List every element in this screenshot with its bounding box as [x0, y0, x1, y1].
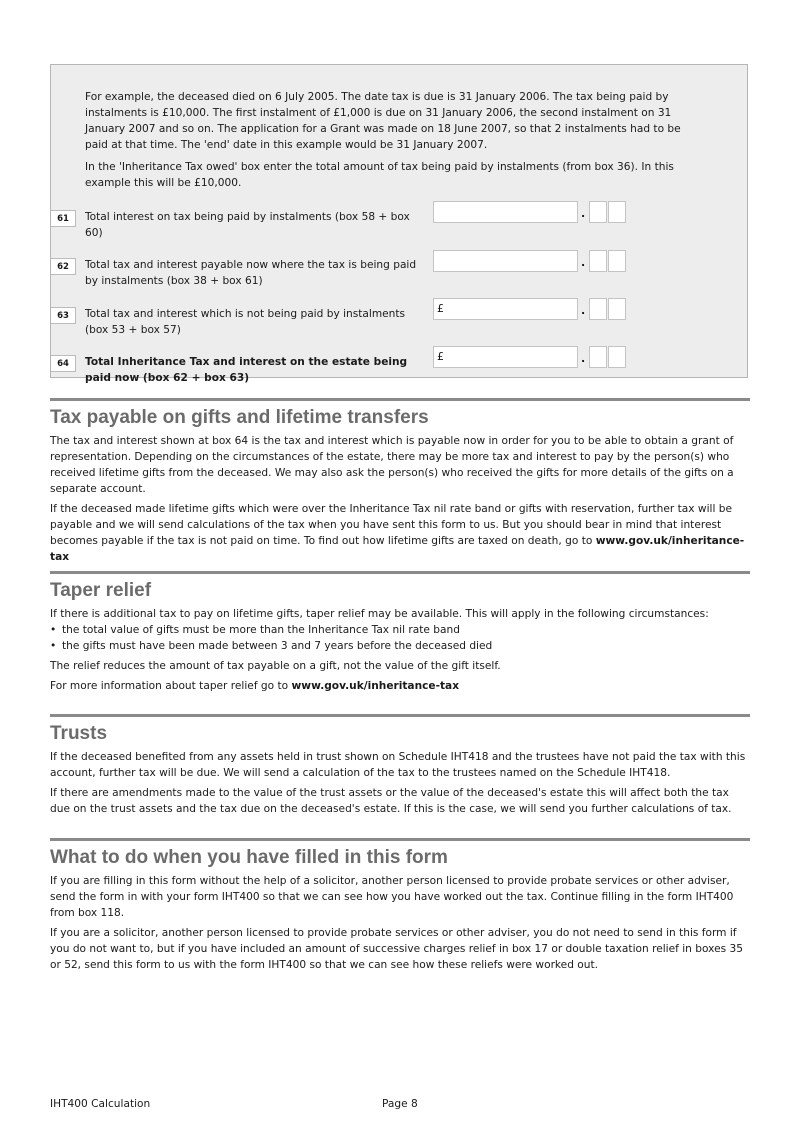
- section-rule: [50, 714, 750, 717]
- section-rule: [50, 838, 750, 841]
- decimal-point: .: [581, 207, 586, 220]
- trusts-paragraph-2: If there are amendments made to the value of the trust assets or the value of the deceased's estate this will affect both the tax due on the trust assets and the tax due on the deceased's estate. If this is the case, we will send you further calculations of tax.: [50, 787, 732, 815]
- taper-bullet: • the gifts must have been made between 3 and 7 years before the deceased died: [50, 638, 750, 654]
- gifts-paragraph-1: The tax and interest shown at box 64 is the tax and interest which is payable now in order for you to be able to obtain a grant of representation. Depending on the circumstances of the estate, there may be more tax and interest to pay by the person(s) who received lifetime gifts from the deceased. We may also ask the person(s) who received the gifts for more details of the gifts on a separate account.: [50, 435, 734, 495]
- box-61-amount-field[interactable]: [433, 201, 578, 223]
- box-61-pence-tens[interactable]: [589, 201, 607, 223]
- box-61-pence-units[interactable]: [608, 201, 626, 223]
- box-63-pence-units[interactable]: [608, 298, 626, 320]
- example-paragraph: For example, the deceased died on 6 July 2005. The date tax is due is 31 January 2006. The tax being paid by instalments is £10,000. The first instalment of £1,000 is due on 31 January 2006, the second instalment on 31 January 2007 and so on. The application for a Grant was made on 18 June 2007, so that 2 instalments had to be paid at that time. The 'end' date in this example would be 31 January 2007.: [85, 91, 681, 151]
- box-64-amount-field[interactable]: £: [433, 346, 578, 368]
- box-62-row: [51, 258, 749, 298]
- box-64-pence-units[interactable]: [608, 346, 626, 368]
- section-heading: Tax payable on gifts and lifetime transfers: [50, 407, 429, 428]
- taper-paragraph-1: If there is additional tax to pay on lifetime gifts, taper relief may be available. This will apply in the following circumstances:: [50, 608, 709, 620]
- decimal-point: .: [581, 304, 586, 317]
- taper-bullet: • the total value of gifts must be more than the Inheritance Tax nil rate band: [50, 622, 750, 638]
- trusts-section: [50, 714, 750, 821]
- box-number: 62: [51, 258, 76, 275]
- filled-section: [50, 838, 750, 977]
- filled-paragraph-2: If you are a solicitor, another person licensed to provide probate services or other adviser, you do not need to send in this form if you do not want to, but if you have included an amount of successive charges relief in box 17 or double taxation relief in boxes 35 or 52, send this form to us with the form IHT400 so that we can see how these reliefs were worked out.: [50, 927, 743, 971]
- section-rule: [50, 398, 750, 401]
- footer-page-number: Page 8: [382, 1098, 418, 1110]
- box-64-row: [51, 350, 749, 395]
- taper-section: [50, 571, 750, 698]
- taper-paragraph-3: For more information about taper relief go to www.gov.uk/inheritance-tax: [50, 680, 460, 692]
- box-64-pence-tens[interactable]: [589, 346, 607, 368]
- box-number: 61: [51, 210, 76, 227]
- section-heading: What to do when you have filled in this form: [50, 847, 448, 868]
- decimal-point: .: [581, 256, 586, 269]
- inheritance-tax-link[interactable]: www.gov.uk/inheritance-tax: [50, 535, 745, 563]
- gifts-section: [50, 398, 750, 569]
- box-61-row: [51, 207, 749, 250]
- inheritance-tax-link[interactable]: www.gov.uk/inheritance-tax: [291, 680, 460, 692]
- taper-paragraph-2: The relief reduces the amount of tax payable on a gift, not the value of the gift itself.: [50, 660, 501, 672]
- trusts-paragraph-1: If the deceased benefited from any assets held in trust shown on Schedule IHT418 and the trustees have not paid the tax with this account, further tax will be due. We will send a calculation of the tax to the trustees named on the Schedule IHT418.: [50, 751, 746, 779]
- box-label: Total tax and interest which is not being paid by instalments (box 53 + box 57): [85, 308, 406, 336]
- box-63-pence-tens[interactable]: [589, 298, 607, 320]
- box-62-amount-field[interactable]: [433, 250, 578, 272]
- box-number: 63: [51, 307, 76, 324]
- box-63-row: [51, 302, 749, 347]
- box-label: Total Inheritance Tax and interest on the estate being paid now (box 62 + box 63): [85, 356, 408, 384]
- box-62-pence-tens[interactable]: [589, 250, 607, 272]
- gifts-paragraph-2: If the deceased made lifetime gifts which were over the Inheritance Tax nil rate band or gifts with reservation, further tax will be payable and we will send calculations of the tax when you have sent this form to us. But you should bear in mind that interest becomes payable if the tax is not paid on time. To find out how lifetime gifts are taxed on death, go to www.gov.uk/inheritance-tax: [50, 503, 745, 563]
- section-heading: Taper relief: [50, 580, 152, 601]
- decimal-point: .: [581, 352, 586, 365]
- box-63-amount-field[interactable]: £: [433, 298, 578, 320]
- example-note: In the 'Inheritance Tax owed' box enter the total amount of tax being paid by instalments (from box 36). In this example this will be £10,000.: [85, 161, 674, 189]
- section-heading: Trusts: [50, 723, 108, 744]
- box-label: Total interest on tax being paid by instalments (box 58 + box 60): [85, 211, 410, 239]
- box-62-pence-units[interactable]: [608, 250, 626, 272]
- section-rule: [50, 571, 750, 574]
- filled-paragraph-1: If you are filling in this form without the help of a solicitor, another person licensed to provide probate services or other adviser, send the form in with your form IHT400 so that we can see how you have worked out the tax. Continue filling in the form IHT400 from box 118.: [50, 875, 734, 919]
- box-label: Total tax and interest payable now where the tax is being paid by instalments (box 38 + box 61): [85, 259, 417, 287]
- box-number: 64: [51, 355, 76, 372]
- calculation-panel: [50, 64, 748, 384]
- footer-form-name: IHT400 Calculation: [50, 1098, 151, 1110]
